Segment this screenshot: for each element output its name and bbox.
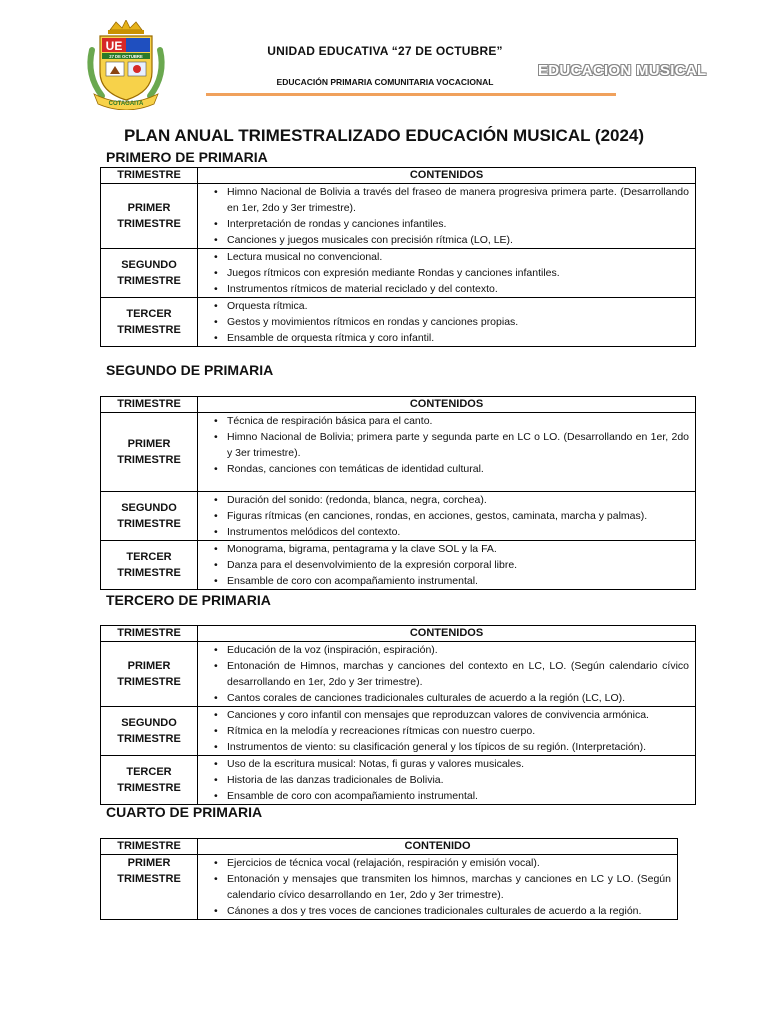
list-item: • Ensamble de coro con acompañamiento instrumental.	[214, 573, 689, 589]
section-title-tercero: TERCERO DE PRIMARIA	[106, 592, 271, 608]
trimestre-label: TERCER TRIMESTRE	[101, 541, 198, 590]
contenidos-cell	[198, 492, 696, 541]
list-item: • Gestos y movimientos rítmicos en rondas y canciones propias.	[214, 314, 689, 330]
trimestre-label: TERCER TRIMESTRE	[101, 756, 198, 805]
svg-text:27 DE OCTUBRE: 27 DE OCTUBRE	[109, 54, 143, 59]
list-item: • Figuras rítmicas (en canciones, rondas, en acciones, gestos, caminata, marcha y palmas).	[214, 508, 689, 524]
table-row	[101, 707, 696, 756]
header-contenidos: CONTENIDOS	[198, 168, 696, 184]
plan-table-segundo	[100, 396, 696, 590]
list-item: • Juegos rítmicos con expresión mediante Rondas y canciones infantiles.	[214, 265, 689, 281]
trimestre-label: SEGUNDO TRIMESTRE	[101, 249, 198, 298]
plan-table-primero	[100, 167, 696, 347]
list-item: • Uso de la escritura musical: Notas, fi guras y valores musicales.	[214, 756, 689, 772]
contenidos-cell	[198, 855, 678, 920]
header-trimestre: TRIMESTRE	[101, 839, 198, 855]
list-item: • Ensamble de coro con acompañamiento instrumental.	[214, 788, 689, 804]
header-contenido: CONTENIDO	[198, 839, 678, 855]
section-title-cuarto: CUARTO DE PRIMARIA	[106, 804, 263, 820]
table-row	[101, 249, 696, 298]
header-contenidos: CONTENIDOS	[198, 626, 696, 642]
school-crest-logo	[80, 20, 172, 110]
subject-badge: EDUCACION MUSICAL	[538, 62, 707, 79]
list-item: • Cánones a dos y tres voces de canciones tradicionales culturales de acuerdo a la región.	[214, 903, 671, 919]
contenidos-cell	[198, 184, 696, 249]
list-item: • Ejercicios de técnica vocal (relajación, respiración y emisión vocal).	[214, 855, 671, 871]
school-level: EDUCACIÓN PRIMARIA COMUNITARIA VOCACIONAL	[276, 77, 494, 87]
contenidos-cell	[198, 541, 696, 590]
contenidos-cell	[198, 413, 696, 492]
list-item: • Entonación de Himnos, marchas y canciones del contexto en LC, LO. (Según calendario cívico desarrollando en 1er, 2do y 3er trimestre).	[214, 658, 689, 690]
header-trimestre: TRIMESTRE	[101, 626, 198, 642]
list-item: • Rondas, canciones con temáticas de identidad cultural.	[214, 461, 689, 477]
table-row	[101, 184, 696, 249]
header-contenidos: CONTENIDOS	[198, 397, 696, 413]
trimestre-label: SEGUNDO TRIMESTRE	[101, 492, 198, 541]
table-row	[101, 541, 696, 590]
school-name: UNIDAD EDUCATIVA “27 DE OCTUBRE”	[267, 44, 503, 58]
contenidos-cell	[198, 756, 696, 805]
trimestre-label: SEGUNDO TRIMESTRE	[101, 707, 198, 756]
list-item: • Danza para el desenvolvimiento de la expresión corporal libre.	[214, 557, 689, 573]
list-item: • Lectura musical no convencional.	[214, 249, 689, 265]
list-item: • Himno Nacional de Bolivia a través del fraseo de manera progresiva primera parte. (Desarrollando en 1er, 2do y 3er trimestre).	[214, 184, 689, 216]
list-item: • Duración del sonido: (redonda, blanca, negra, corchea).	[214, 492, 689, 508]
list-item: • Monograma, bigrama, pentagrama y la clave SOL y la FA.	[214, 541, 689, 557]
table-row	[101, 298, 696, 347]
table-row	[101, 413, 696, 492]
trimestre-label: PRIMER TRIMESTRE	[101, 413, 198, 492]
plan-table-cuarto	[100, 838, 678, 920]
list-item: • Interpretación de rondas y canciones infantiles.	[214, 216, 689, 232]
list-item: • Cantos corales de canciones tradicionales culturales de acuerdo a la región (LC, LO).	[214, 690, 689, 706]
contenidos-cell	[198, 249, 696, 298]
svg-text:COTAGAITA: COTAGAITA	[108, 101, 144, 107]
list-item: • Canciones y coro infantil con mensajes que reproduzcan valores de convivencia armónica.	[214, 707, 689, 723]
plan-table-tercero	[100, 625, 696, 805]
contenidos-cell	[198, 298, 696, 347]
section-title-primero: PRIMERO DE PRIMARIA	[106, 149, 268, 165]
list-item: • Instrumentos de viento: su clasificación general y los típicos de su región. (Interpretación).	[214, 739, 689, 755]
contenidos-cell	[198, 707, 696, 756]
list-item: • Instrumentos melódicos del contexto.	[214, 524, 689, 540]
section-title-segundo: SEGUNDO DE PRIMARIA	[106, 362, 274, 378]
header-divider	[206, 93, 616, 96]
document-title: PLAN ANUAL TRIMESTRALIZADO EDUCACIÓN MUSICAL (2024)	[123, 126, 645, 145]
table-row	[101, 492, 696, 541]
trimestre-label: PRIMER TRIMESTRE	[101, 184, 198, 249]
list-item: • Entonación y mensajes que transmiten los himnos, marchas y canciones en LC y LO. (Según calendario cívico desarrollando en 1er, 2do y 3er trimestre).	[214, 871, 671, 903]
list-item: • Técnica de respiración básica para el canto.	[214, 413, 689, 429]
table-row	[101, 756, 696, 805]
header-trimestre: TRIMESTRE	[101, 168, 198, 184]
svg-text:UE: UE	[105, 39, 123, 53]
trimestre-label: TERCER TRIMESTRE	[101, 298, 198, 347]
list-item: • Ensamble de orquesta rítmica y coro infantil.	[214, 330, 689, 346]
trimestre-label: PRIMER TRIMESTRE	[101, 642, 198, 707]
list-item: • Himno Nacional de Bolivia; primera parte y segunda parte en LC o LO. (Desarrollando en 1er, 2do y 3er trimestre).	[214, 429, 689, 461]
trimestre-label: PRIMER TRIMESTRE	[101, 855, 198, 920]
list-item: • Canciones y juegos musicales con precisión rítmica (LO, LE).	[214, 232, 689, 248]
contenidos-cell	[198, 642, 696, 707]
list-item: • Educación de la voz (inspiración, espiración).	[214, 642, 689, 658]
list-item: • Historia de las danzas tradicionales de Bolivia.	[214, 772, 689, 788]
list-item: • Orquesta rítmica.	[214, 298, 689, 314]
table-row	[101, 642, 696, 707]
table-row	[101, 855, 678, 920]
list-item: • Rítmica en la melodía y recreaciones rítmicas con nuestro cuerpo.	[214, 723, 689, 739]
header-trimestre: TRIMESTRE	[101, 397, 198, 413]
list-item: • Instrumentos rítmicos de material reciclado y del contexto.	[214, 281, 689, 297]
